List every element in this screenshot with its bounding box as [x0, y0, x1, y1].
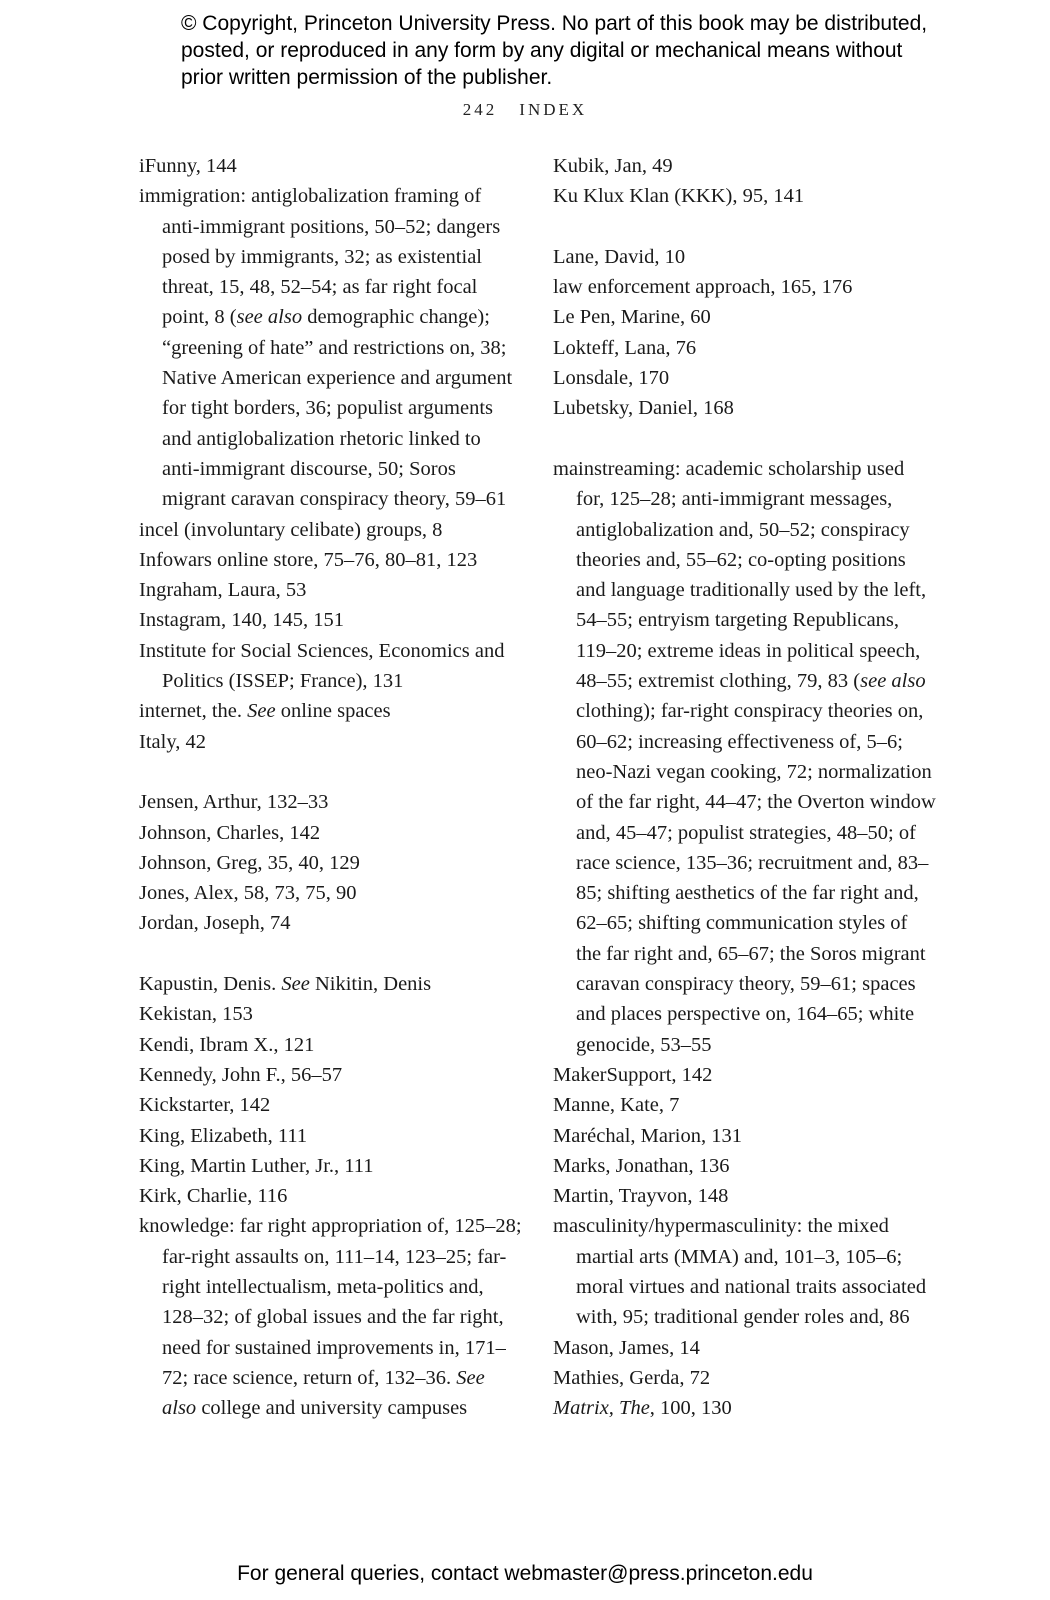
index-entry: law enforcement approach, 165, 176	[553, 276, 853, 299]
index-entry: Infowars online store, 75–76, 80–81, 123	[139, 548, 478, 571]
letter-group-gap	[553, 424, 937, 454]
index-entry: Marks, Jonathan, 136	[553, 1154, 730, 1177]
index-entry: MakerSupport, 142	[553, 1063, 713, 1086]
footer-contact: For general queries, contact webmaster@press.princeton.edu	[237, 1562, 813, 1585]
index-entry: Lubetsky, Daniel, 168	[553, 397, 734, 420]
index-entry: Martin, Trayvon, 148	[553, 1185, 729, 1208]
index-entry: Kendi, Ibram X., 121	[139, 1033, 315, 1056]
index-column-right	[553, 151, 937, 1423]
index-entry: Instagram, 140, 145, 151	[139, 609, 344, 632]
index-entry: Mason, James, 14	[553, 1336, 700, 1359]
index-entry: iFunny, 144	[139, 155, 237, 177]
index-entry: Kekistan, 153	[139, 1003, 253, 1026]
index-entry: Johnson, Charles, 142	[139, 821, 321, 844]
index-entry: Lonsdale, 170	[553, 367, 670, 390]
index-entry: Mathies, Gerda, 72	[553, 1366, 711, 1389]
index-entry: Kickstarter, 142	[139, 1094, 271, 1117]
letter-group-gap	[139, 939, 523, 969]
running-head	[0, 100, 1050, 120]
index-entry: Jensen, Arthur, 132–33	[139, 791, 329, 814]
index-entry: Lane, David, 10	[553, 245, 686, 268]
index-entry: King, Martin Luther, Jr., 111	[139, 1154, 374, 1177]
index-entry: Lokteff, Lana, 76	[553, 336, 697, 359]
index-entry: Ingraham, Laura, 53	[139, 579, 307, 602]
index-entry: Kirk, Charlie, 116	[139, 1185, 288, 1208]
index-entry: Italy, 42	[139, 730, 206, 753]
copyright-notice: © Copyright, Princeton University Press. No part of this book may be distributed, posted, or reproduced in any form by any digital or mechanical means without prior written permission of the publisher.	[181, 12, 928, 89]
index-entry: immigration: antiglobalization framing of anti-immigrant positions, 50–52; dangers posed by immigrants, 32; as existential threat, 15, 48, 52–54; as far right focal point, 8 (see also demographic change); “greening of hate” and restrictions on, 38; Native American experience and argument for tight borders, 36; populist arguments and antiglobalization rhetoric linked to anti-immigrant discourse, 50; Soros migrant caravan conspiracy theory, 59–61	[139, 185, 513, 511]
index-entry: Le Pen, Marine, 60	[553, 306, 711, 329]
index-entry: Jordan, Joseph, 74	[139, 912, 291, 935]
index-entry: masculinity/hypermasculinity: the mixed martial arts (MMA) and, 101–3, 105–6; moral virtues and national traits associated with, 95; traditional gender roles and, 86	[553, 1215, 927, 1329]
index-entry: Kapustin, Denis. See Nikitin, Denis	[139, 973, 432, 996]
index-entry: Manne, Kate, 7	[553, 1094, 680, 1117]
index-column-left	[139, 151, 523, 1423]
letter-group-gap	[553, 212, 937, 242]
index-entry: incel (involuntary celibate) groups, 8	[139, 518, 443, 541]
index-entry: Jones, Alex, 58, 73, 75, 90	[139, 882, 357, 905]
letter-group-gap	[139, 757, 523, 787]
index-entry: knowledge: far right appropriation of, 125–28; far-right assaults on, 111–14, 123–25; far-right intellectualism, meta-politics and, 128–32; of global issues and the far right, need for sustained improvements in, 171–72; race science, return of, 132–36. See also college and university campuses	[139, 1215, 522, 1420]
index-entry: Ku Klux Klan (KKK), 95, 141	[553, 185, 805, 208]
page-number: 242	[462, 100, 498, 119]
index-entry: Maréchal, Marion, 131	[553, 1124, 742, 1147]
running-head-title: INDEX	[519, 100, 588, 119]
index-entry: Kubik, Jan, 49	[553, 155, 673, 177]
index-entry: Kennedy, John F., 56–57	[139, 1063, 343, 1086]
index-entry: mainstreaming: academic scholarship used for, 125–28; anti-immigrant messages, antiglobalization and, 50–52; conspiracy theories and, 55–62; co-opting positions and language traditionally used by the left, 54–55; entryism targeting Republicans, 119–20; extreme ideas in political speech, 48–55; extremist clothing, 79, 83 (see also clothing); far-right conspiracy theories on, 60–62; increasing effectiveness of, 5–6; neo-Nazi vegan cooking, 72; normalization of the far right, 44–47; the Overton window and, 45–47; populist strategies, 48–50; of race science, 135–36; recruitment and, 83–85; shifting aesthetics of the far right and, 62–65; shifting communication styles of the far right and, 65–67; the Soros migrant caravan conspiracy theory, 59–61; spaces and places perspective on, 164–65; white genocide, 53–55	[553, 457, 936, 1056]
index-entry: Johnson, Greg, 35, 40, 129	[139, 851, 360, 874]
index-entry: internet, the. See online spaces	[139, 700, 391, 723]
index-entry: King, Elizabeth, 111	[139, 1124, 308, 1147]
index-entry: Matrix, The, 100, 130	[553, 1397, 732, 1420]
index-entry: Institute for Social Sciences, Economics and Politics (ISSEP; France), 131	[139, 639, 505, 693]
